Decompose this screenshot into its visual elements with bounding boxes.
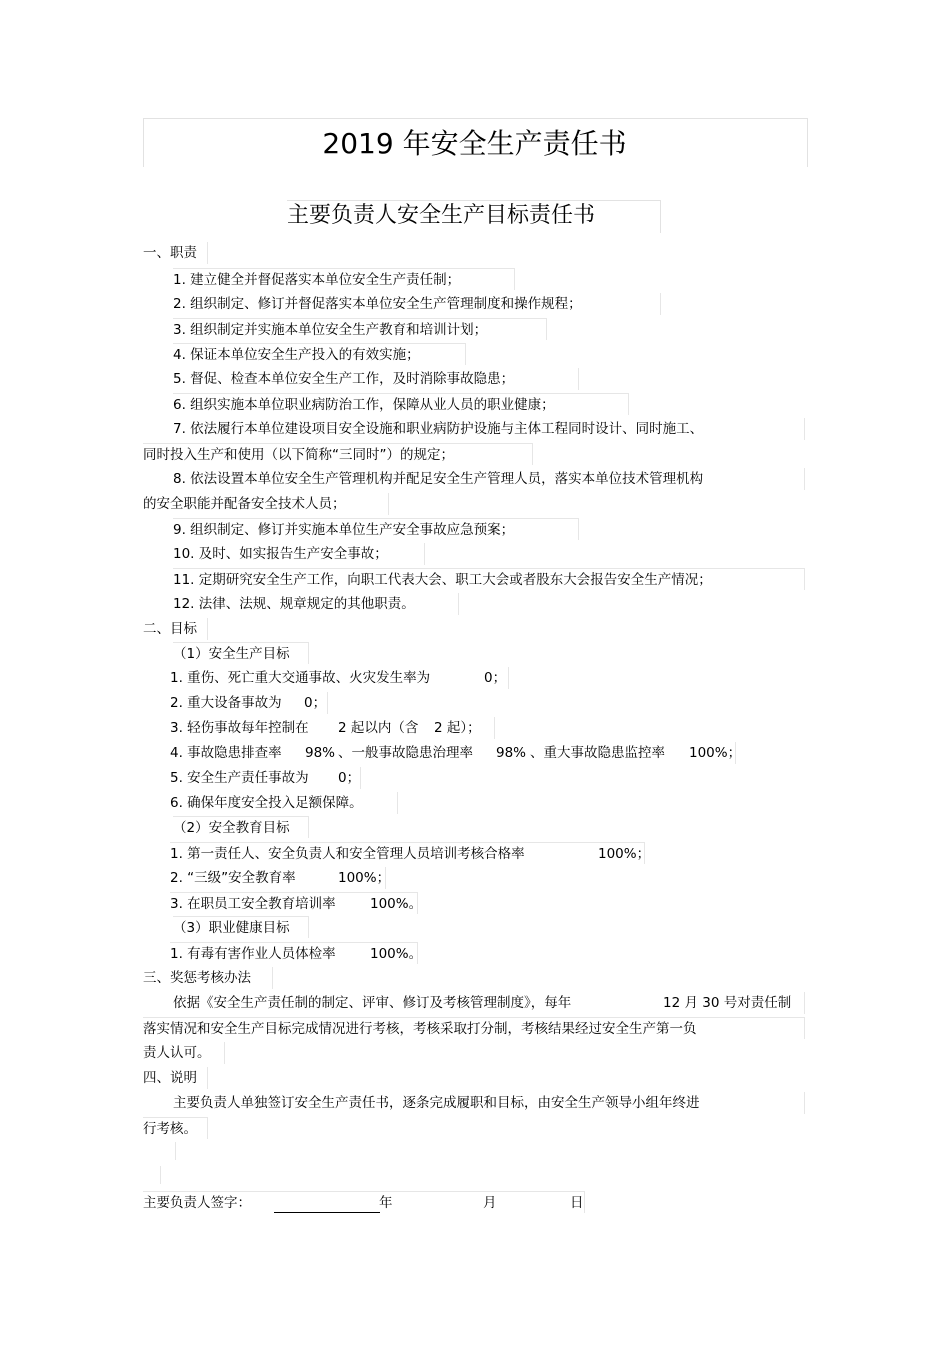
duty-item-continuation: 的安全职能并配备安全技术人员； xyxy=(143,493,389,515)
goal-text: 3. 轻伤事故每年控制在 xyxy=(170,720,309,736)
goal-value: 0； xyxy=(304,695,327,711)
assessment-paragraph-line xyxy=(173,992,805,1014)
notes-paragraph-line: 行考核。 xyxy=(143,1117,208,1139)
duty-item: 11. 定期研究安全生产工作，向职工代表大会、职工大会或者股东大会报告安全生产情况； xyxy=(173,568,805,590)
duty-item: 5. 督促、检查本单位安全生产工作，及时消除事故隐患； xyxy=(173,368,579,390)
duty-item: 7. 依法履行本单位建设项目安全设施和职业病防护设施与主体工程同时设计、同时施工、 xyxy=(173,418,805,440)
assessment-date: 12 月 30 号对责任制 xyxy=(663,995,792,1011)
goal-text: 2. “三级”安全教育率 xyxy=(170,870,296,886)
goal-subheading-health: （3）职业健康目标 xyxy=(173,916,309,938)
goal-value: 2 起以内（含 xyxy=(338,720,419,736)
goal-value-tertiary: 100%； xyxy=(689,745,742,761)
goal-text: 1. 第一责任人、安全负责人和安全管理人员培训考核合格率 xyxy=(170,846,525,862)
goal-item: 6. 确保年度安全投入足额保障。 xyxy=(170,792,398,814)
duty-item: 2. 组织制定、修订并督促落实本单位安全生产管理制度和操作规程； xyxy=(173,293,661,315)
goal-value: 0； xyxy=(338,770,361,786)
goal-text: 1. 重伤、死亡重大交通事故、火灾发生率为 xyxy=(170,670,431,686)
duty-item: 9. 组织制定、修订并实施本单位生产安全事故应急预案； xyxy=(173,518,579,540)
duty-item-continuation: 同时投入生产和使用（以下简称“三同时”）的规定； xyxy=(143,443,533,465)
goal-item xyxy=(170,667,509,689)
assessment-paragraph-line: 落实情况和安全生产目标完成情况进行考核，考核采取打分制，考核结果经过安全生产第一负 xyxy=(143,1017,805,1039)
goal-value: 98% xyxy=(305,745,336,761)
goal-item xyxy=(170,742,742,764)
goal-subheading-education: （2）安全教育目标 xyxy=(173,816,309,838)
goal-text-tertiary: 、重大事故隐患监控率 xyxy=(530,745,665,761)
goal-subheading-safety: （1）安全生产目标 xyxy=(173,642,309,664)
duty-item: 10. 及时、如实报告生产安全事故； xyxy=(173,543,425,565)
goal-text: 5. 安全生产责任事故为 xyxy=(170,770,309,786)
goal-value: 100%； xyxy=(598,846,651,862)
goal-item xyxy=(170,842,651,864)
notes-paragraph-line: 主要负责人单独签订安全生产责任书，逐条完成履职和目标，由安全生产领导小组年终进 xyxy=(173,1092,805,1114)
signature-day-label: 日 xyxy=(570,1195,584,1211)
goal-text: 3. 在职员工安全教育培训率 xyxy=(170,896,336,912)
assessment-text: 依据《安全生产责任制的制定、评审、修订及考核管理制度》，每年 xyxy=(173,995,572,1011)
form-rule xyxy=(160,1166,161,1184)
duty-item: 4. 保证本单位安全生产投入的有效实施； xyxy=(173,343,466,365)
duty-item: 1. 建立健全并督促落实本单位安全生产责任制； xyxy=(173,268,515,290)
goal-item xyxy=(170,717,495,739)
signature-row xyxy=(143,1191,585,1213)
section-heading-duties: 一、职责 xyxy=(143,242,208,264)
duty-item: 3. 组织制定并实施本单位安全生产教育和培训计划； xyxy=(173,318,547,340)
duty-item: 6. 组织实施本单位职业病防治工作，保障从业人员的职业健康； xyxy=(173,393,629,415)
goal-value: 0； xyxy=(484,670,507,686)
goal-item xyxy=(170,942,423,964)
goal-item xyxy=(170,767,361,789)
goal-value-secondary: 98% xyxy=(496,745,527,761)
goal-text: 1. 有毒有害作业人员体检率 xyxy=(170,946,336,962)
goal-value: 100%； xyxy=(338,870,391,886)
goal-text-secondary: 、一般事故隐患治理率 xyxy=(338,745,473,761)
goal-text: 4. 事故隐患排查率 xyxy=(170,745,282,761)
signature-blank[interactable] xyxy=(274,1212,380,1213)
section-heading-assessment: 三、奖惩考核办法 xyxy=(143,967,273,989)
form-rule xyxy=(175,1142,176,1160)
goal-item xyxy=(170,892,423,914)
signature-month-label: 月 xyxy=(483,1195,497,1211)
goal-item xyxy=(170,867,391,889)
duty-item: 12. 法律、法规、规章规定的其他职责。 xyxy=(173,593,459,615)
goal-text: 2. 重大设备事故为 xyxy=(170,695,282,711)
goal-item xyxy=(170,692,328,714)
section-heading-goals: 二、目标 xyxy=(143,618,208,640)
assessment-paragraph-line: 责人认可。 xyxy=(143,1042,225,1064)
document-title: 2019 年安全生产责任书 xyxy=(322,127,627,160)
duty-item: 8. 依法设置本单位安全生产管理机构并配足安全生产管理人员，落实本单位技术管理机构 xyxy=(173,468,805,490)
signature-label: 主要负责人签字： xyxy=(143,1195,251,1211)
goal-value: 100%。 xyxy=(370,946,423,962)
section-heading-notes: 四、说明 xyxy=(143,1067,208,1089)
goal-value-secondary: 2 起）； xyxy=(434,720,481,736)
signature-year-label: 年 xyxy=(379,1195,393,1211)
document-subtitle: 主要负责人安全生产目标责任书 xyxy=(287,203,596,228)
goal-value: 100%。 xyxy=(370,896,423,912)
